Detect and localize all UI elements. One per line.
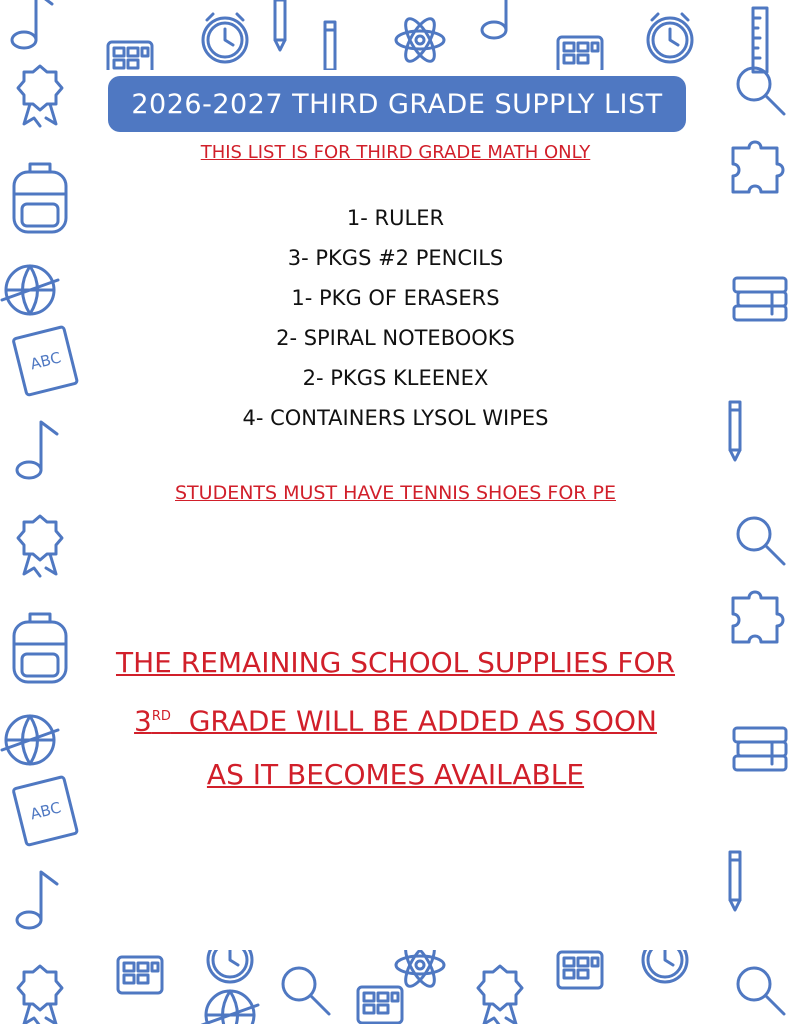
grade-number: 3: [134, 704, 152, 738]
subtitle: THIS LIST IS FOR THIRD GRADE MATH ONLY: [200, 142, 591, 163]
globe-icon: [202, 991, 258, 1024]
music-note-icon: [17, 872, 57, 928]
music-note-icon: [12, 0, 52, 48]
pencil-icon: [275, 0, 285, 50]
list-item: 2- PKGS KLEENEX: [302, 366, 489, 390]
list-item: 1- RULER: [346, 206, 445, 230]
globe-icon: [2, 716, 58, 764]
books-icon: [734, 728, 786, 770]
magnifier-icon: [283, 968, 329, 1014]
abc-book-icon: [13, 777, 77, 846]
award-ribbon-icon: [18, 66, 62, 126]
calculator-icon: [358, 987, 402, 1023]
title-banner: [108, 76, 686, 132]
magnifier-icon: [738, 68, 784, 114]
atom-icon: [396, 15, 444, 66]
magnifier-icon: [738, 968, 784, 1014]
magnifier-icon: [738, 518, 784, 564]
remaining-note-line3: AS IT BECOMES AVAILABLE: [206, 758, 585, 792]
svg-text:ABC: ABC: [28, 348, 63, 374]
puzzle-icon: [733, 592, 783, 642]
award-ribbon-icon: [18, 966, 62, 1024]
list-item: 2- SPIRAL NOTEBOOKS: [276, 326, 515, 350]
calculator-icon: [118, 957, 162, 993]
list-item: 1- PKG OF ERASERS: [291, 286, 500, 310]
remaining-supplies-note: [100, 636, 691, 802]
clock-icon: [648, 14, 692, 62]
list-item: 4- CONTAINERS LYSOL WIPES: [242, 406, 549, 430]
remaining-note-line1: THE REMAINING SCHOOL SUPPLIES FOR: [115, 646, 676, 679]
ruler-icon: [753, 8, 767, 72]
calculator-icon: [558, 37, 602, 73]
list-item: 3- PKGS #2 PENCILS: [287, 246, 504, 270]
clock-icon: [203, 14, 247, 62]
svg-text:ABC: ABC: [28, 798, 63, 824]
grade-suffix: RD: [151, 709, 171, 724]
award-ribbon-icon: [18, 516, 62, 576]
supply-list: [0, 198, 791, 438]
pencil-icon: [730, 852, 740, 910]
remaining-note-line2-text: GRADE WILL BE ADDED AS SOON: [170, 704, 657, 738]
tennis-shoes-note: STUDENTS MUST HAVE TENNIS SHOES FOR PE: [175, 482, 616, 504]
award-ribbon-icon: [478, 966, 522, 1024]
page-title: 2026-2027 THIRD GRADE SUPPLY LIST: [131, 88, 663, 120]
calculator-icon: [558, 952, 602, 988]
remaining-note-line2: [100, 690, 691, 748]
backpack-icon: [14, 614, 66, 682]
music-note-icon: [482, 0, 522, 38]
